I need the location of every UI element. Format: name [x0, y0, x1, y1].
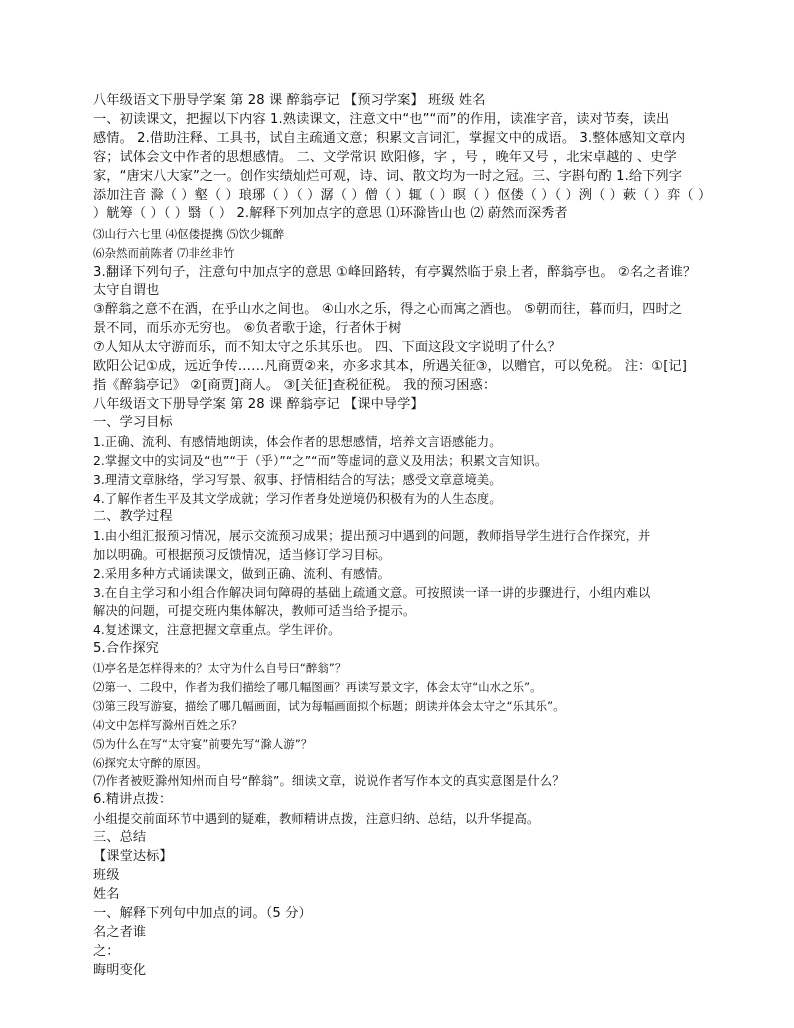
- text-line: ⑦人知从太守游而乐，而不知太守之乐其乐也。 四、下面这段文字说明了什么？: [93, 340, 561, 355]
- question-line: ⑺作者被贬滁州知州而自号“醉翁”。细读文章，说说作者写作本文的真实意图是什么？: [93, 774, 565, 788]
- text-line: 感情。 2.借助注释、工具书，试自主疏通文意；积累文言词汇，掌握文中的成语。 3.整体感知文章内: [93, 131, 686, 146]
- question-line: ⑴亭名是怎样得来的？太守为什么自号曰“醉翁”？: [93, 661, 347, 675]
- text-line: 解决的问题，可提交班内集体解决，教师可适当给予提示。: [93, 604, 416, 618]
- preview-header: 八年级语文下册导学案 第 28 课 醉翁亭记 【预习学案】 班级 姓名: [93, 93, 486, 108]
- text-line: 景不同，而乐亦无穷也。 ⑥负者歌于途，行者休于树: [93, 321, 402, 336]
- exercise-heading: 一、解释下列句中加点的词。（5 分）: [93, 906, 312, 921]
- question-line: ⑶第三段写游宴，描绘了哪几幅画面，试为每幅画面拟个标题；朗读并体会太守之“乐其乐”。: [93, 699, 565, 713]
- text-line: ③醉翁之意不在酒，在乎山水之间也。 ④山水之乐，得之心而寓之酒也。 ⑤朝而往，暮而归，四时之: [93, 302, 683, 317]
- section-heading: 【课堂达标】: [93, 849, 173, 864]
- text-line: 加以明确。可根据预习反馈情况，适当修订学习目标。: [93, 548, 391, 562]
- text-line: 小组提交前面环节中遇到的疑难，教师精讲点拨，注意归纳、总结，以升华提高。: [93, 812, 540, 826]
- text-line: 4.复述课文，注意把握文章重点。学生评价。: [93, 623, 341, 637]
- text-line: 3.在自主学习和小组合作解决词句障碍的基础上疏通文意。可按照读一译一讲的步骤进行，小组内难以: [93, 586, 651, 600]
- text-line: 1.正确、流利、有感情地朗读，体会作者的思想感情，培养文言语感能力。: [93, 435, 502, 449]
- text-line: 4.了解作者生平及其文学成就；学习作者身处逆境仍积极有为的人生态度。: [93, 492, 502, 506]
- exercise-item: 晦明变化: [93, 963, 147, 978]
- text-line: 3.翻译下列句子，注意句中加点字的意思 ①峰回路转，有亭翼然临于泉上者，醉翁亭也。 ②名之者谁？: [93, 265, 697, 280]
- text-line: 3.理清文章脉络，学习写景、叙事、抒情相结合的写法；感受文章意境美。: [93, 473, 502, 487]
- text-line: 2.掌握文中的实词及“也”“于（乎）”“之”“而”等虚词的意义及用法；积累文言知识。: [93, 454, 548, 468]
- text-line: ⑹杂然而前陈者 ⑺非丝非竹: [93, 246, 235, 260]
- section-heading: 一、学习目标: [93, 415, 173, 430]
- class-label: 班级: [93, 868, 120, 883]
- text-line: 1.由小组汇报预习情况，展示交流预习成果；提出预习中遇到的问题，教师指导学生进行合作探究，并: [93, 529, 651, 543]
- text-line: 一、初读课文，把握以下内容 1.熟读课文，注意文中“也”“而”的作用，读准字音，读对节奏，读出: [93, 112, 670, 127]
- question-line: ⑵第一、二段中，作者为我们描绘了哪几幅图画？再读写景文字，体会太守“山水之乐”。: [93, 680, 542, 694]
- text-line: 容；试体会文中作者的思想感情。 二、文学常识 欧阳修，字 ，号 ，晚年又号 ，北宋卓越的 、史学: [93, 150, 677, 165]
- section-heading: 5.合作探究: [93, 641, 159, 656]
- text-line: 家，“唐宋八大家”之一。创作实绩灿烂可观，诗、词、散文均为一时之冠。三、字斟句酌 1.给下列字: [93, 169, 683, 184]
- question-line: ⑹探究太守醉的原因。: [93, 756, 208, 770]
- question-line: ⑸为什么在写“太守宴”前要先写“滁人游”？: [93, 737, 313, 751]
- text-line: 指《醉翁亭记》 ②[商贾]商人。 ③[关征]查税征税。 我的预习困惑：: [93, 378, 497, 393]
- text-line: 2.采用多种方式诵读课文，做到正确、流利、有感情。: [93, 567, 391, 581]
- section-heading: 二、教学过程: [93, 509, 173, 524]
- lesson-header: 八年级语文下册导学案 第 28 课 醉翁亭记 【课中导学】: [93, 397, 424, 412]
- question-line: ⑷文中怎样写滁州百姓之乐？: [93, 718, 243, 732]
- text-line: ）觥筹（ ）（ ）翳（ ） 2.解释下列加点字的意思 ⑴环滁皆山也 ⑵ 蔚然而深秀者: [93, 206, 568, 221]
- text-line: 欧阳公记①成，远近争传……凡商贾②来，亦多求其本，所遇关征③，以赠官，可以免税。 注：①[记]: [93, 359, 687, 374]
- text-line: 太守自谓也: [93, 283, 160, 298]
- exercise-item: 之：: [93, 944, 120, 959]
- text-line: 添加注音 滁（ ）壑（ ）琅琊（ ）（ ）潺（ ）僧（ ）辄（ ）暝（ ）伛偻（ ）（ ）洌（ ）蔌（ ）弈（ ）: [93, 188, 712, 203]
- section-heading: 三、总结: [93, 830, 147, 845]
- name-label: 姓名: [93, 887, 120, 902]
- exercise-item: 名之者谁: [93, 925, 147, 940]
- section-heading: 6.精讲点拨：: [93, 792, 173, 807]
- text-line: ⑶山行六七里 ⑷伛偻提携 ⑸饮少辄醉: [93, 227, 285, 241]
